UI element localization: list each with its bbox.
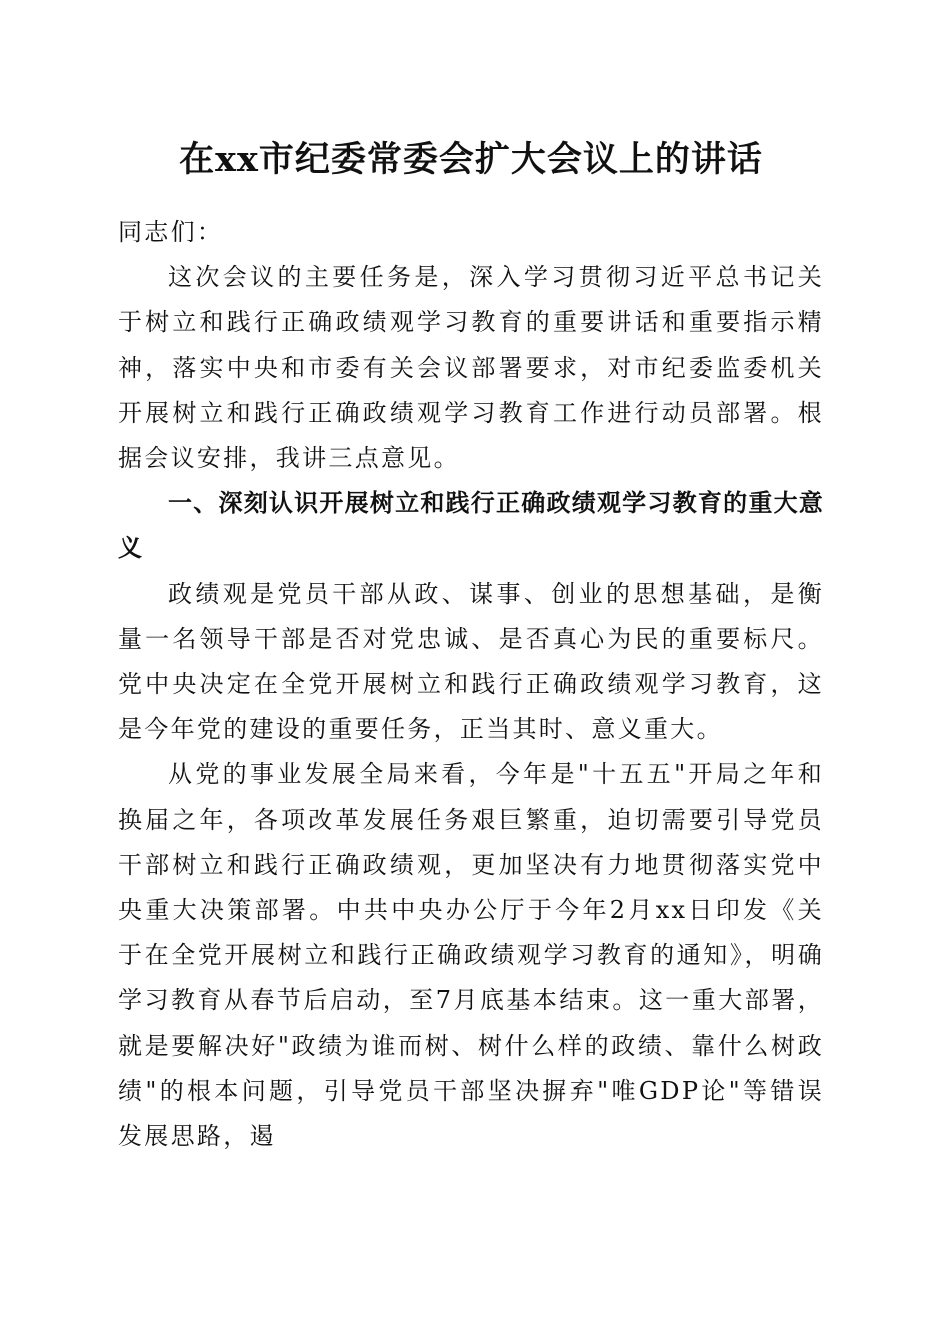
paragraph-significance: 政绩观是党员干部从政、谋事、创业的思想基础，是衡量一名领导干部是否对党忠诚、是否真心为民的重要标尺。党中央决定在全党开展树立和践行正确政绩观学习教育，这是今年党的建设的重要任务，正当其时、意义重大。 [118, 579, 824, 744]
document-page [118, 132, 824, 1159]
document-title: 在xx市纪委常委会扩大会议上的讲话 [179, 139, 763, 180]
section-heading-1: 一、深刻认识开展树立和践行正确政绩观学习教育的重大意义 [118, 489, 824, 563]
salutation: 同志们： [118, 218, 224, 246]
paragraph-context: 从党的事业发展全局来看，今年是"十五五"开局之年和换届之年，各项改革发展任务艰巨繁重，迫切需要引导党员干部树立和践行正确政绩观，更加坚决有力地贯彻落实党中央重大决策部署。中共中央办公厅于今年2月xx日印发《关于在全党开展树立和践行正确政绩观学习教育的通知》，明确学习教育从春节后启动，至7月底基本结束。这一重大部署，就是要解决好"政绩为谁而树、树什么样的政绩、靠什么树政绩"的根本问题，引导党员干部坚决摒弃"唯GDP论"等错误发展思路，遏 [118, 760, 824, 1151]
paragraph-intro: 这次会议的主要任务是，深入学习贯彻习近平总书记关于树立和践行正确政绩观学习教育的重要讲话和重要指示精神，落实中央和市委有关会议部署要求，对市纪委监委机关开展树立和践行正确政绩观学习教育工作进行动员部署。根据会议安排，我讲三点意见。 [118, 263, 824, 473]
